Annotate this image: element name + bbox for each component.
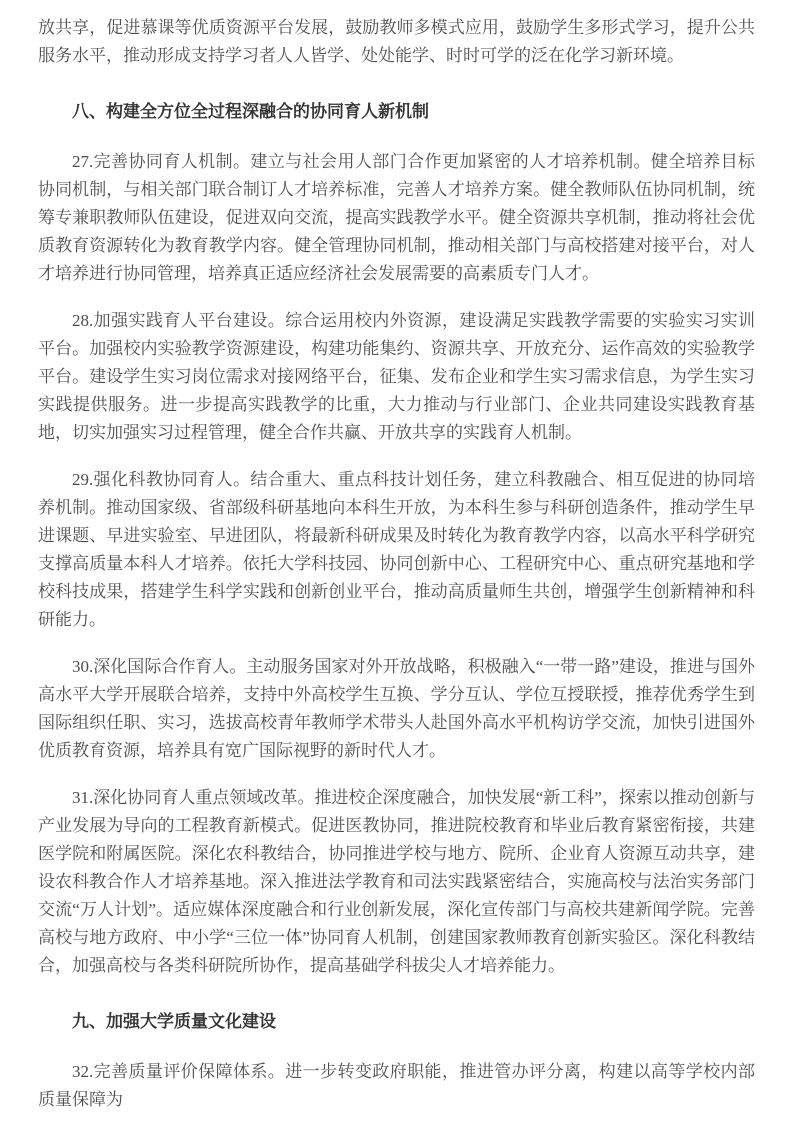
paragraph-28: 28.加强实践育人平台建设。综合运用校内外资源，建设满足实践教学需要的实验实习实训平台。加强校内实验教学资源建设，构建功能集约、资源共享、开放充分、运作高效的实验教学平台。建设学生实习岗位需求对接网络平台，征集、发布企业和学生实习需求信息，为学生实习实践提供服务。进一步提高实践教学的比重，大力推动与行业部门、企业共同建设实践教育基地，切实加强实习过程管理，健全合作共赢、开放共享的实践育人机制。: [38, 311, 755, 442]
section-heading-8: 八、构建全方位全过程深融合的协同育人新机制: [72, 102, 429, 121]
paragraph-29: 29.强化科教协同育人。结合重大、重点科技计划任务，建立科教融合、相互促进的协同培养机制。推动国家级、省部级科研基地向本科生开放，为本科生参与科研创造条件，推动学生早进课题、早进实验室、早进团队，将最新科研成果及时转化为教育教学内容，以高水平科学研究支撑高质量本科人才培养。依托大学科技园、协同创新中心、工程研究中心、重点研究基地和学校科技成果，搭建学生科学实践和创新创业平台，推动高质量师生共创，增强学生创新精神和科研能力。: [38, 470, 755, 629]
paragraph-31: 31.深化协同育人重点领域改革。推进校企深度融合，加快发展“新工科”，探索以推动创新与产业发展为导向的工程教育新模式。促进医教协同，推进院校教育和毕业后教育紧密衔接，共建医学院和附属医院。深化农科教结合，协同推进学校与地方、院所、企业育人资源互动共享，建设农科教合作人才培养基地。深入推进法学教育和司法实践紧密结合，实施高校与法治实务部门交流“万人计划”。适应媒体深度融合和行业创新发展，深化宣传部门与高校共建新闻学院。完善高校与地方政府、中小学“三位一体”协同育人机制，创建国家教师教育创新实验区。深化科教结合，加强高校与各类科研院所协作，提高基础学科拔尖人才培养能力。: [38, 788, 755, 975]
paragraph-32: 32.完善质量评价保障体系。进一步转变政府职能，推进管办评分离，构建以高等学校内部质量保障为: [38, 1062, 755, 1109]
paragraph-26-continuation: 放共享，促进慕课等优质资源平台发展，鼓励教师多模式应用，鼓励学生多形式学习，提升公共服务水平，推动形成支持学习者人人皆学、处处能学、时时可学的泛在化学习新环境。: [38, 18, 755, 65]
paragraph-30: 30.深化国际合作育人。主动服务国家对外开放战略，积极融入“一带一路”建设，推进与国外高水平大学开展联合培养，支持中外高校学生互换、学分互认、学位互授联授，推荐优秀学生到国际组织任职、实习，选拔高校青年教师学术带头人赴国外高水平机构访学交流，加快引进国外优质教育资源，培养具有宽广国际视野的新时代人才。: [38, 657, 755, 760]
paragraph-27: 27.完善协同育人机制。建立与社会用人部门合作更加紧密的人才培养机制。健全培养目标协同机制，与相关部门联合制订人才培养标准，完善人才培养方案。健全教师队伍协同机制，统筹专兼职教师队伍建设，促进双向交流，提高实践教学水平。健全资源共享机制，推动将社会优质教育资源转化为教育教学内容。健全管理协同机制，推动相关部门与高校搭建对接平台，对人才培养进行协同管理，培养真正适应经济社会发展需要的高素质专门人才。: [38, 152, 755, 283]
section-heading-9: 九、加强大学质量文化建设: [72, 1012, 276, 1031]
